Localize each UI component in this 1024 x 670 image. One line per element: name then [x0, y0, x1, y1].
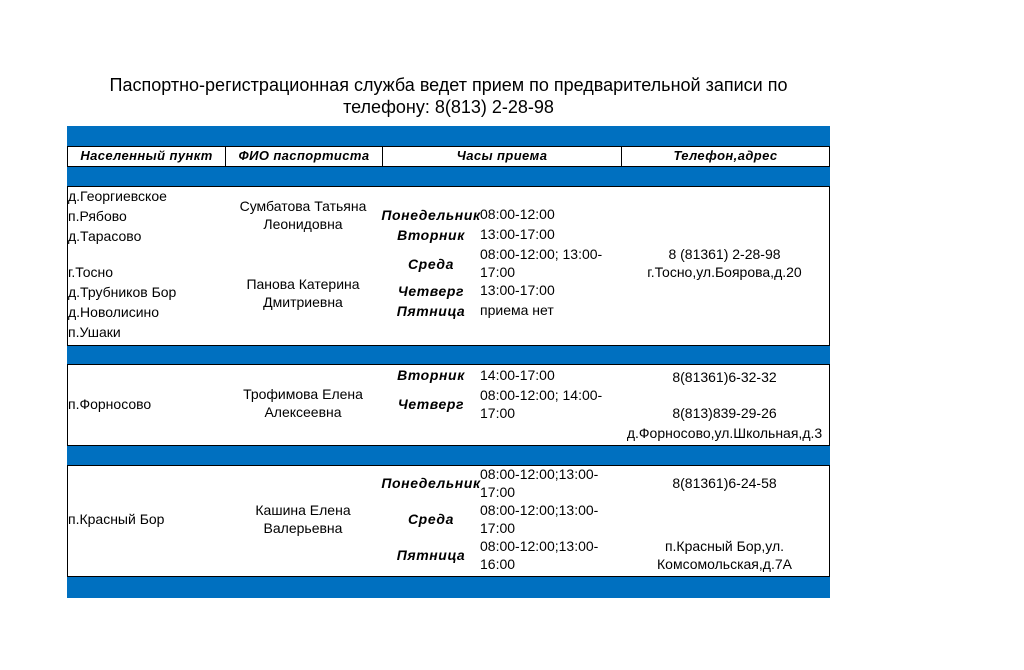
hours: 08:00-12:00; 13:00-17:00 [480, 246, 603, 280]
staff-name: Сумбатова Татьяна Леонидовна [239, 198, 367, 232]
weekday: Пятница [396, 303, 466, 319]
weekday: Пятница [396, 547, 466, 563]
phone-secondary: 8(813)839-29-26 [672, 405, 777, 421]
locality: д.Георгиевское [68, 188, 167, 204]
hours: 08:00-12:00;13:00-16:00 [480, 538, 599, 572]
footer-bar [67, 577, 830, 598]
staff-name: Панова Катерина Дмитриевна [246, 276, 360, 310]
weekday: Четверг [397, 283, 465, 299]
locality: д.Тарасово [68, 228, 142, 244]
hours: приема нет [480, 302, 554, 318]
hours: 08:00-12:00;13:00-17:00 [480, 466, 599, 500]
header-hours: Часы приема [456, 148, 548, 163]
header-phone: Телефон,адрес [673, 148, 778, 163]
hours: 13:00-17:00 [480, 226, 555, 242]
header-bar [67, 126, 830, 146]
staff-name: Трофимова Елена Алексеевна [243, 386, 363, 420]
separator-bar [67, 167, 830, 187]
locality: п.Ушаки [68, 324, 121, 340]
address: г.Тосно,ул.Боярова,д.20 [647, 264, 802, 280]
locality: п.Красный Бор [68, 511, 165, 527]
staff-name: Кашина Елена Валерьевна [255, 502, 351, 536]
separator-bar [67, 345, 830, 365]
hours: 14:00-17:00 [480, 367, 555, 383]
locality: п.Форносово [68, 396, 152, 412]
address: д.Форносово,ул.Школьная,д.3 [626, 425, 823, 441]
weekday: Четверг [397, 396, 465, 412]
phone: 8(81361)6-24-58 [672, 475, 777, 491]
phone: 8 (81361) 2-28-98 [668, 246, 781, 262]
locality: д.Новолисино [68, 304, 160, 320]
hours: 08:00-12:00;13:00-17:00 [480, 502, 599, 536]
locality: д.Трубников Бор [68, 284, 177, 300]
phone: 8(81361)6-32-32 [672, 369, 777, 385]
header-name: ФИО паспортиста [238, 148, 370, 163]
weekday: Вторник [397, 367, 465, 383]
hours: 13:00-17:00 [480, 282, 555, 298]
weekday: Вторник [397, 227, 465, 243]
weekday: Понедельник [381, 475, 481, 491]
separator-bar [67, 446, 830, 466]
table-header [67, 146, 830, 167]
page-title: Паспортно-регистрационная служба ведет прием по предварительной записи по телефону: 8(813) 2-28-98 [109, 75, 788, 117]
hours: 08:00-12:00 [480, 206, 555, 222]
locality: г.Тосно [68, 264, 114, 280]
locality: п.Рябово [68, 208, 127, 224]
weekday: Понедельник [381, 207, 481, 223]
header-locality: Населенный пункт [80, 148, 213, 163]
weekday: Среда [407, 511, 455, 527]
address: п.Красный Бор,ул. Комсомольская,д.7А [657, 538, 792, 572]
weekday: Среда [407, 256, 455, 272]
hours: 08:00-12:00; 14:00-17:00 [480, 387, 603, 421]
